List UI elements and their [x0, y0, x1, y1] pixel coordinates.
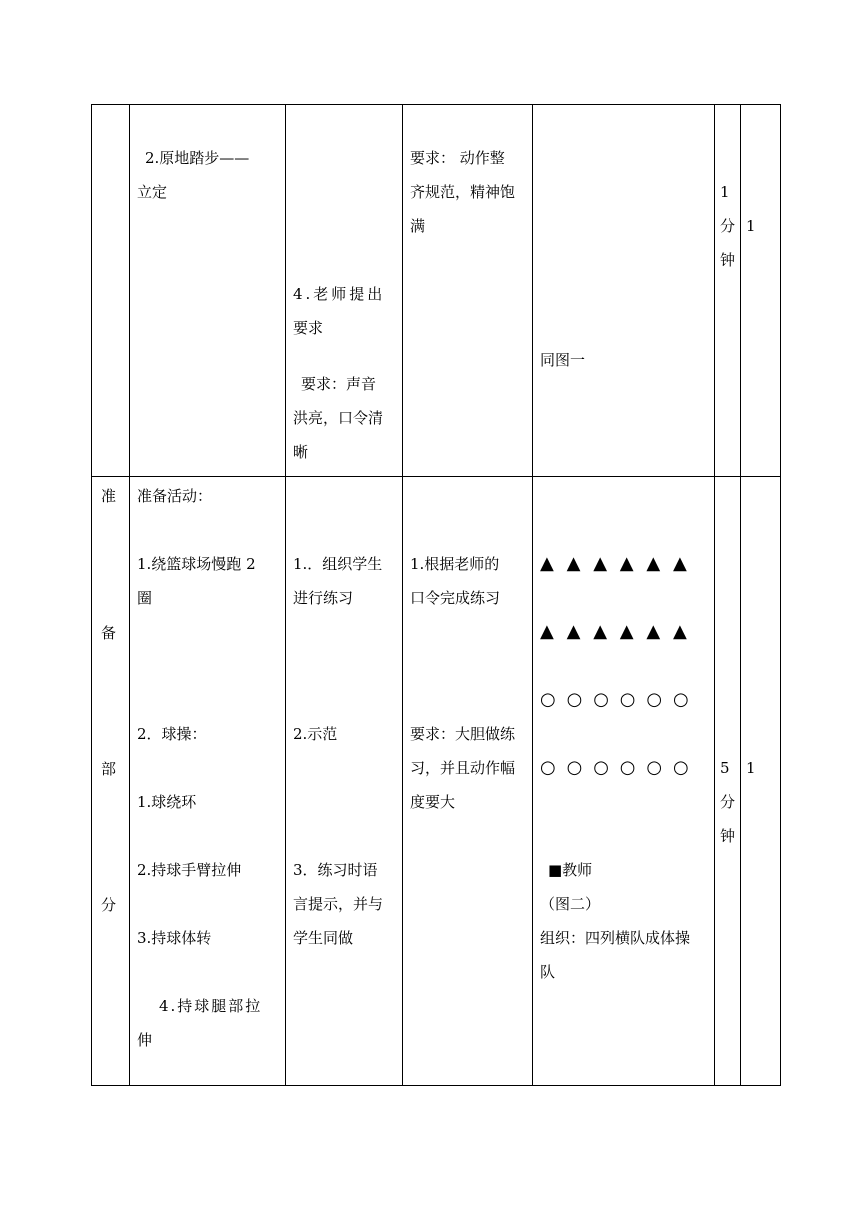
- table-row: [92, 105, 781, 477]
- teacher-line: 学生同做: [293, 929, 354, 947]
- teacher-line: 1.．组织学生: [293, 555, 383, 573]
- student-cell: [403, 105, 533, 477]
- time-line: 分: [720, 793, 736, 811]
- count-cell: [741, 105, 781, 477]
- content-line: 2.原地踏步——: [145, 149, 250, 167]
- student-triangle-marker: ▲: [593, 553, 608, 574]
- time-line: 钟: [720, 251, 736, 269]
- section-char: 准: [101, 487, 117, 505]
- lesson-plan-table: [91, 104, 781, 1086]
- count-value: 1: [746, 217, 756, 235]
- content-line: 1.绕篮球场慢跑 2: [137, 555, 256, 573]
- student-line: 要求： 动作整: [410, 149, 505, 167]
- student-circle-marker: ○: [619, 757, 636, 778]
- student-circle-marker: ○: [566, 689, 583, 710]
- organization-cell: [533, 105, 715, 477]
- time-line: 分: [720, 217, 736, 235]
- formation-row: [540, 683, 714, 751]
- content-line: 3.持球体转: [137, 929, 212, 947]
- student-circle-marker: ○: [619, 689, 636, 710]
- table-row: [92, 477, 781, 1086]
- time-cell: [715, 105, 741, 477]
- content-line: 4.持球腿部拉: [159, 997, 263, 1015]
- student-triangle-marker: ▲: [540, 553, 554, 574]
- organization-text: 同图一: [540, 351, 586, 369]
- section-char: 备: [101, 624, 117, 642]
- student-triangle-marker: ▲: [672, 553, 687, 574]
- count-value: 1: [746, 759, 756, 777]
- content-cell: [130, 477, 286, 1086]
- figure-caption: （图二）: [540, 895, 601, 913]
- section-cell: [92, 105, 130, 477]
- count-cell: [741, 477, 781, 1086]
- student-circle-marker: ○: [672, 689, 689, 710]
- content-title: 准备活动：: [137, 487, 213, 505]
- organization-cell: [533, 477, 715, 1086]
- student-line: 满: [410, 217, 426, 235]
- teacher-line: 4.老师提出: [293, 285, 386, 303]
- student-circle-marker: ○: [672, 757, 689, 778]
- content-line: 2．球操：: [137, 725, 207, 743]
- teacher-line: 要求: [293, 319, 324, 337]
- teacher-cell: [286, 477, 403, 1086]
- student-circle-marker: ○: [593, 757, 609, 778]
- formation-row: [540, 751, 714, 785]
- student-triangle-marker: ▲: [672, 621, 687, 642]
- student-circle-marker: ○: [593, 689, 609, 710]
- formation-row: [540, 615, 714, 683]
- content-cell: [130, 105, 286, 477]
- student-circle-marker: ○: [566, 757, 583, 778]
- content-line: 2.持球手臂拉伸: [137, 861, 242, 879]
- teacher-line: 进行练习: [293, 589, 354, 607]
- teacher-line: 3．练习时语: [293, 861, 378, 879]
- student-circle-marker: ○: [540, 689, 556, 710]
- student-triangle-marker: ▲: [593, 621, 608, 642]
- student-circle-marker: ○: [646, 689, 663, 710]
- student-cell: [403, 477, 533, 1086]
- teacher-marker-label: ■教师: [548, 861, 593, 879]
- content-line: 1.球绕环: [137, 793, 197, 811]
- student-circle-marker: ○: [646, 757, 663, 778]
- teacher-line: 2.示范: [293, 725, 338, 743]
- organization-note: 组织：四列横队成体操: [540, 929, 691, 947]
- time-line: 1: [720, 183, 730, 201]
- student-triangle-marker: ▲: [619, 621, 634, 642]
- student-triangle-marker: ▲: [646, 553, 661, 574]
- teacher-line: 言提示，并与: [293, 895, 384, 913]
- time-line: 5: [720, 759, 730, 777]
- formation-row: [540, 547, 714, 615]
- student-triangle-marker: ▲: [540, 621, 554, 642]
- content-line: 圈: [137, 589, 153, 607]
- time-cell: [715, 477, 741, 1086]
- teacher-cell: [286, 105, 403, 477]
- content-line: 伸: [137, 1031, 153, 1049]
- student-triangle-marker: ▲: [566, 621, 581, 642]
- teacher-line: 晰: [293, 443, 309, 461]
- organization-note: 队: [540, 963, 556, 981]
- teacher-line: 洪亮，口令清: [293, 409, 384, 427]
- student-line: 1.根据老师的: [410, 555, 500, 573]
- content-line: 立定: [137, 183, 168, 201]
- student-line: 要求：大胆做练: [410, 725, 516, 743]
- time-line: 钟: [720, 827, 736, 845]
- student-line: 习，并且动作幅: [410, 759, 516, 777]
- section-char: 分: [101, 896, 117, 914]
- student-line: 齐规范，精神饱: [410, 183, 516, 201]
- student-triangle-marker: ▲: [619, 553, 634, 574]
- section-char: 部: [101, 760, 117, 778]
- formation-diagram: [540, 547, 714, 785]
- student-line: 度要大: [410, 793, 456, 811]
- student-line: 口令完成练习: [410, 589, 501, 607]
- student-triangle-marker: ▲: [646, 621, 661, 642]
- student-circle-marker: ○: [540, 757, 556, 778]
- student-triangle-marker: ▲: [566, 553, 581, 574]
- teacher-line: 要求：声音: [301, 375, 377, 393]
- section-cell: [92, 477, 130, 1086]
